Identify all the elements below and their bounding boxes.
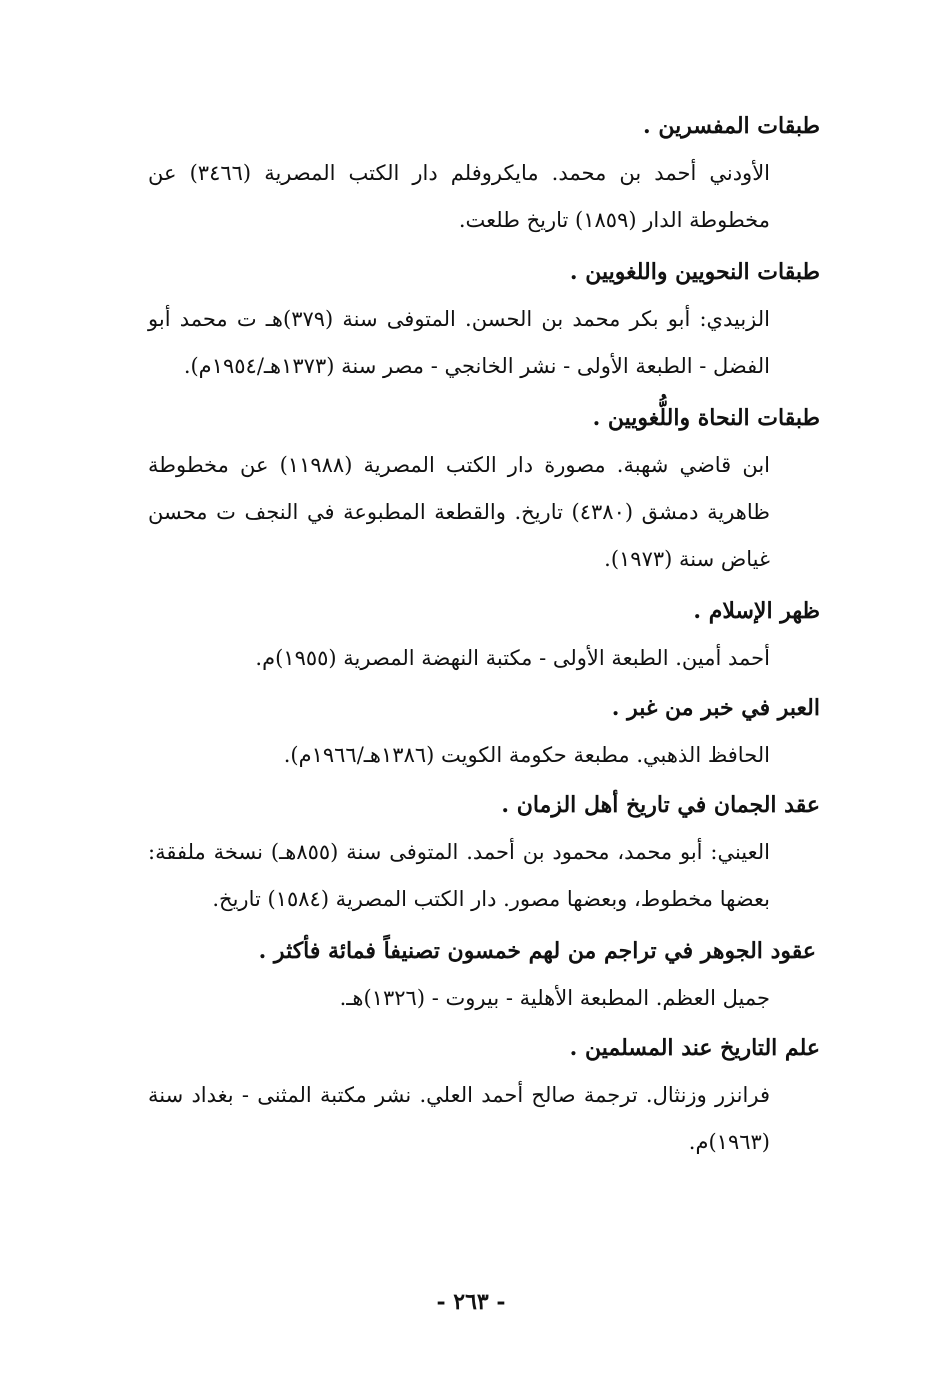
- entry-title: طبقات النحاة واللُّغويين .: [592, 405, 820, 431]
- entry-reference: الحافظ الذهبي. مطبعة حكومة الكويت (١٣٨٦هـ/١٩٦٦م).: [283, 743, 770, 767]
- entry-title: طبقات المفسرين .: [643, 113, 820, 139]
- page-number: - ٢٦٣ -: [436, 1289, 506, 1315]
- entry-title: عقود الجوهر في تراجم من لهم خمسون تصنيفاً فمائة فأكثر .: [258, 938, 816, 964]
- entry-title: علم التاريخ عند المسلمين .: [569, 1035, 820, 1061]
- entry-reference: أحمد أمين. الطبعة الأولى - مكتبة النهضة المصرية (١٩٥٥)م.: [255, 646, 770, 670]
- bibliography-entry: [148, 686, 822, 779]
- entry-reference: العيني: أبو محمد، محمود بن أحمد. المتوفى سنة (٨٥٥هـ) نسخة ملفقة: بعضها مخطوط، وبعضها مصور. دار الكتب المصرية (١٥٨٤) تاريخ.: [148, 840, 770, 911]
- entry-title: العبر في خبر من غبر .: [611, 695, 820, 721]
- bibliography-entry: [148, 783, 822, 923]
- bibliography-list: [148, 104, 822, 1172]
- entry-reference: ابن قاضي شهبة. مصورة دار الكتب المصرية (١١٩٨٨) عن مخطوطة ظاهرية دمشق (٤٣٨٠) تاريخ. والقطعة المطبوعة في النجف ت محسن غياض سنة (١٩٧٣).: [148, 453, 770, 571]
- entry-reference: الزبيدي: أبو بكر محمد بن الحسن. المتوفى سنة (٣٧٩)هـ ت محمد أبو الفضل - الطبعة الأولى - نشر الخانجي - مصر سنة (١٣٧٣هـ/١٩٥٤م).: [148, 307, 770, 378]
- bibliography-entry: [148, 1026, 822, 1166]
- entry-reference: الأودني أحمد بن محمد. مايكروفلم دار الكتب المصرية (٣٤٦٦) عن مخطوطة الدار (١٨٥٩) تاريخ طلعت.: [148, 161, 771, 232]
- entry-title: عقد الجمان في تاريخ أهل الزمان .: [501, 792, 820, 818]
- bibliography-entry: [148, 104, 822, 244]
- entry-reference: فرانزر وزنثال. ترجمة صالح أحمد العلي. نشر مكتبة المثنى - بغداد سنة (١٩٦٣)م.: [148, 1083, 770, 1154]
- bibliography-entry: [148, 250, 822, 390]
- bibliography-entry: [148, 929, 822, 1022]
- entry-title: طبقات النحويين واللغويين .: [569, 259, 820, 285]
- bibliography-entry: [148, 589, 822, 682]
- entry-reference: جميل العظم. المطبعة الأهلية - بيروت - (١٣٢٦)هـ.: [339, 986, 770, 1010]
- bibliography-entry: [148, 396, 822, 583]
- entry-title: ظهر الإسلام .: [693, 598, 820, 624]
